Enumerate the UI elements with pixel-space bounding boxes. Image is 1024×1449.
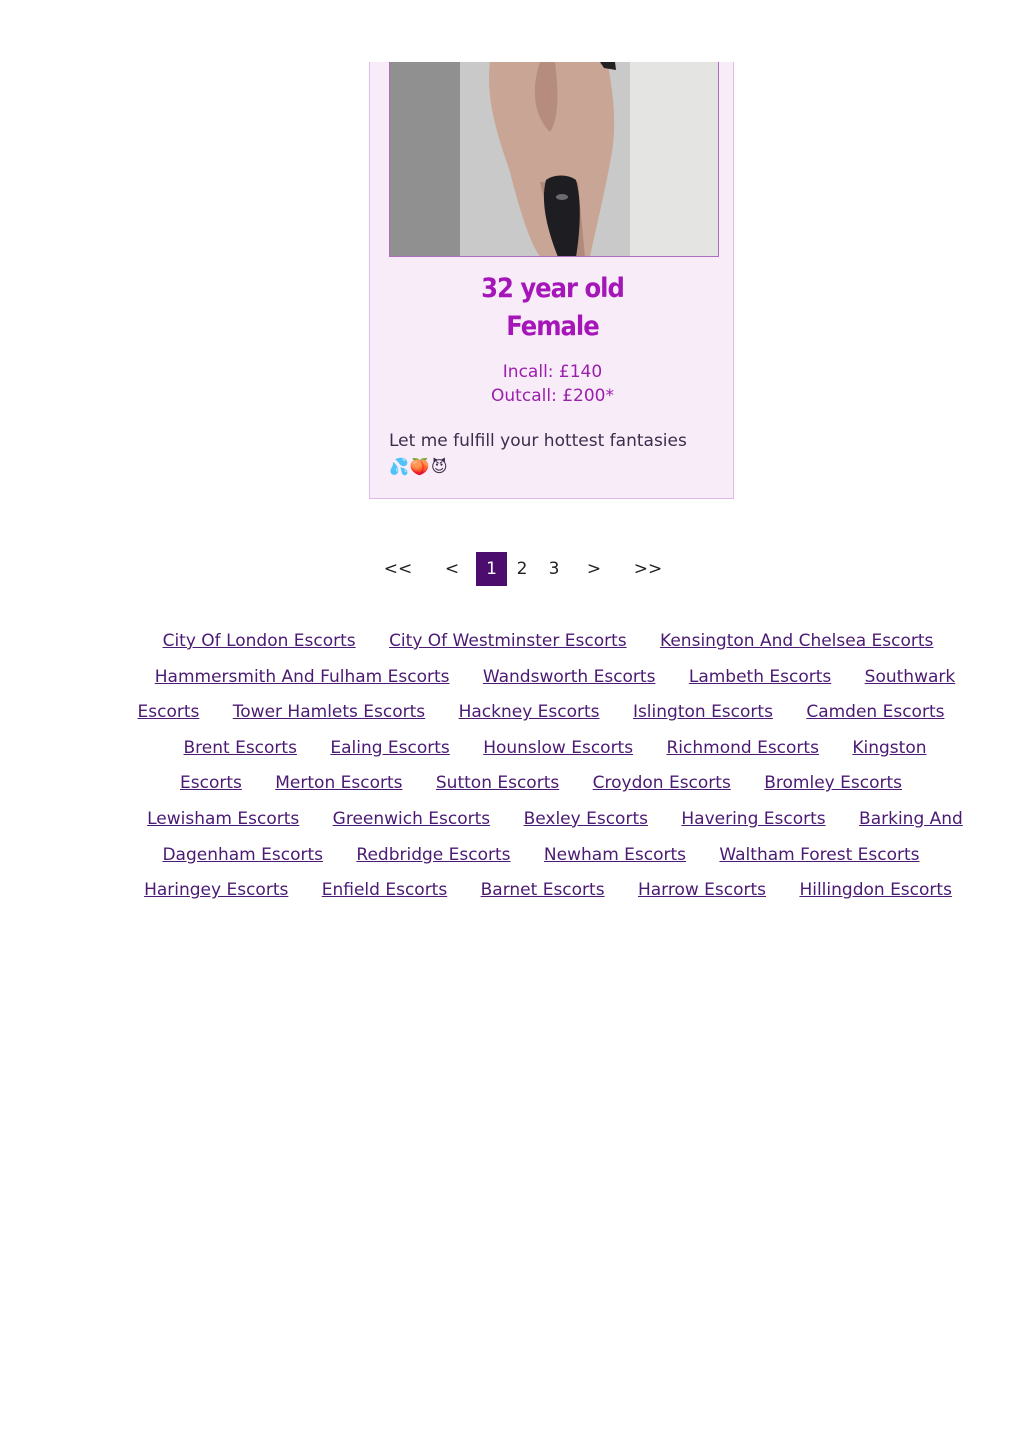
area-link[interactable]: Lewisham Escorts — [147, 808, 300, 829]
pagination-page-1[interactable]: 1 — [476, 552, 507, 586]
area-link[interactable]: Islington Escorts — [632, 702, 773, 723]
area-link[interactable]: Brent Escorts — [183, 737, 297, 758]
area-link[interactable]: Greenwich Escorts — [332, 808, 491, 829]
area-link[interactable]: Haringey Escorts — [144, 880, 289, 901]
area-link[interactable]: City Of Westminster Escorts — [389, 631, 627, 651]
area-link[interactable]: Richmond Escorts — [666, 737, 819, 758]
area-link[interactable]: Hammersmith And Fulham Escorts — [154, 666, 450, 687]
pagination-last[interactable]: >> — [633, 559, 663, 579]
profile-description — [389, 429, 719, 479]
area-link[interactable]: Kingston Escorts — [180, 737, 927, 794]
area-link[interactable]: Southwark Escorts — [137, 666, 956, 723]
profile-title[interactable] — [370, 270, 735, 346]
area-link[interactable]: Enfield Escorts — [321, 880, 448, 901]
area-link[interactable]: Croydon Escorts — [592, 773, 731, 794]
profile-gender: Female — [506, 311, 599, 342]
area-link[interactable]: Wandsworth Escorts — [482, 666, 656, 687]
profile-card[interactable] — [369, 62, 734, 499]
area-link[interactable]: Hounslow Escorts — [483, 737, 634, 758]
area-link[interactable]: Newham Escorts — [543, 844, 687, 865]
pagination-next[interactable]: > — [586, 559, 602, 579]
area-link[interactable]: Hackney Escorts — [458, 702, 600, 723]
area-link[interactable]: Hillingdon Escorts — [799, 880, 952, 901]
area-link[interactable]: Bromley Escorts — [764, 773, 902, 794]
area-link[interactable]: Kensington And Chelsea Escorts — [660, 631, 934, 651]
pagination-first[interactable]: << — [383, 559, 413, 579]
profile-photo[interactable] — [389, 62, 719, 257]
photo-illustration — [390, 62, 719, 257]
area-link[interactable]: Camden Escorts — [806, 702, 945, 723]
area-link[interactable]: Lambeth Escorts — [688, 666, 832, 687]
description-emojis: 💦🍑😈 — [389, 457, 449, 476]
pagination-prev[interactable]: < — [444, 559, 460, 579]
area-links — [130, 624, 966, 909]
area-link[interactable]: Barking And Dagenham Escorts — [162, 808, 963, 865]
area-link[interactable]: Havering Escorts — [681, 808, 826, 829]
pagination-page-2[interactable]: 2 — [516, 559, 528, 579]
outcall-rate: Outcall: £200* — [491, 386, 614, 406]
area-link[interactable]: Redbridge Escorts — [356, 844, 511, 865]
area-link[interactable]: Waltham Forest Escorts — [719, 844, 920, 865]
description-text: Let me fulfill your hottest fantasies — [389, 431, 687, 451]
area-link[interactable]: Ealing Escorts — [330, 737, 450, 758]
pagination-page-3[interactable]: 3 — [548, 559, 560, 579]
area-link[interactable]: Merton Escorts — [275, 773, 403, 794]
area-link[interactable]: Sutton Escorts — [435, 773, 560, 794]
incall-rate: Incall: £140 — [502, 362, 603, 382]
area-link[interactable]: Barnet Escorts — [480, 880, 605, 901]
area-link[interactable]: City Of London Escorts — [162, 631, 356, 651]
area-link[interactable]: Harrow Escorts — [637, 880, 767, 901]
area-link[interactable]: Tower Hamlets Escorts — [232, 702, 426, 723]
rates — [370, 360, 735, 408]
pagination — [0, 552, 1024, 586]
profile-age: 32 year old — [481, 273, 624, 304]
area-link[interactable]: Bexley Escorts — [523, 808, 648, 829]
